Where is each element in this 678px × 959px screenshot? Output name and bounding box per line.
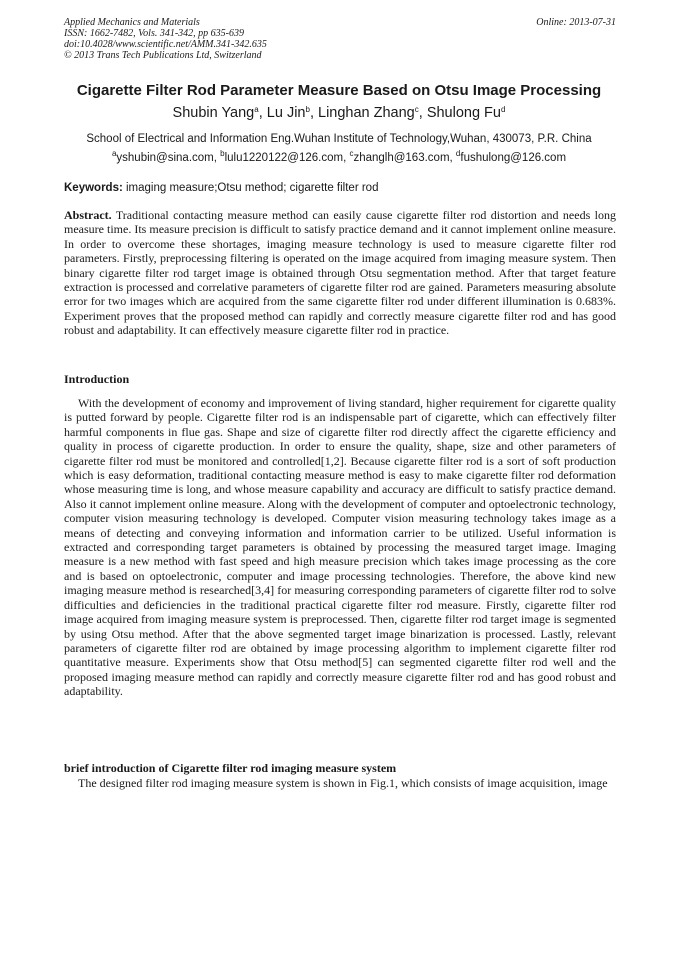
introduction-heading: Introduction xyxy=(64,372,130,386)
email-address: yshubin@sina.com xyxy=(116,152,214,164)
keywords-text: imaging measure;Otsu method; cigarette filter rod xyxy=(126,182,379,194)
author-list: Shubin Yang$^a$, Lu Jin$^b$, Linghan Zhang$^c$, Shulong Fu$^d$ xyxy=(172,105,506,121)
abstract xyxy=(64,208,616,338)
author-name: Shubin Yang xyxy=(172,105,255,121)
author-mark: c xyxy=(414,105,419,114)
paper-title: Cigarette Filter Rod Parameter Measure Based on Otsu Image Processing xyxy=(76,82,602,99)
online-date: Online: 2013-07-31 xyxy=(536,17,616,28)
email-address: zhanglh@163.com xyxy=(353,152,450,164)
author-name: Lu Jin xyxy=(266,105,306,121)
issn-line: ISSN: 1662-7482, Vols. 341-342, pp 635-639 xyxy=(64,28,244,39)
email-mark: c xyxy=(349,149,354,158)
author-mark: a xyxy=(254,105,259,114)
abstract-label: Abstract. xyxy=(64,208,112,222)
author-name: Linghan Zhang xyxy=(318,105,415,121)
abstract-text: Traditional contacting measure method can easily cause cigarette filter rod distortion and needs long measure time. Its measure precision is difficult to satisfy practice demand and it cannot implement online measure. In order to overcome these shortages, imaging measure technology is used to measure cigarette filter rod parameters. Firstly, preprocessing filtering is operated on the image acquired from imaging measure system. Then binary cigarette filter rod target image is obtained through Otsu segmentation method. After that target feature extraction is processed and correlative parameters of cigarette filter rod are gained. Parameters measuring absolute error for two images which are acquired from the same cigarette filter rod under different illumination is 0.683%. Experiment proves that the proposed method can rapidly and correctly measure cigarette filter rod and has good robust and adaptability. It can effectively measure cigarette filter rod in practice. xyxy=(64,208,616,338)
email-list: $^a$yshubin@sina.com, $^b$lulu1220122@126.com, $^c$zhanglh@163.com, $^d$fushulong@126.com xyxy=(111,149,567,164)
author-mark: b xyxy=(305,105,310,114)
email-mark: b xyxy=(220,149,225,158)
keywords-label: Keywords: xyxy=(64,182,123,194)
section-heading: brief introduction of Cigarette filter rod imaging measure system xyxy=(64,761,397,775)
journal-name: Applied Mechanics and Materials xyxy=(64,17,200,28)
email-address: fushulong@126.com xyxy=(460,152,567,164)
section-text: The designed filter rod imaging measure system is shown in Fig.1, which consists of image acquisition, image xyxy=(78,776,608,790)
email-mark: d xyxy=(455,149,461,158)
email-mark: a xyxy=(111,149,117,158)
keywords xyxy=(64,180,616,196)
journal-header xyxy=(64,17,616,61)
email-address: lulu1220122@126.com xyxy=(224,152,344,164)
copyright-line: © 2013 Trans Tech Publications Ltd, Switzerland xyxy=(64,50,262,61)
author-mark: d xyxy=(500,105,506,114)
author-name: Shulong Fu xyxy=(426,105,501,121)
introduction-text: With the development of economy and improvement of living standard, higher requirement for cigarette quality is putted forward by people. Cigarette filter rod is an indispensable part of cigarette, which can effectively filter harmful components in flue gas. Shape and size of cigarette filter rod directly affect the cigarette efficiency and quality in process of cigarette production. In order to ensure the quality, shape, size and other parameters of cigarette filter rod must be monitored and controlled[1,2]. Because cigarette filter rod is a sort of soft production which is easy deformation, traditional contacting measure method is easy to make cigarette filter rod deformation whose measuring time is long, and whose measure capability and accuracy are difficult to satisfy practice demand. Also it cannot implement online measure. Along with the development of computer and optoelectronic technology, computer vision measuring technology is developed. Computer vision measuring technology takes image as a means of detecting and conveying information and information carrier to be utilized. Useful information is extracted and corresponding target parameters is obtained by processing the measured target image. Imaging measure is a new method with fast speed and high measure precision which takes image processing as the core and is based on optoelectronic, computer and image processing technologies. Therefore, the above kind new imaging measure method is researched[3,4] for measuring corresponding parameters of cigarette filter rod to solve difficulties and deficiencies in the traditional practical cigarette filter rod measure. Firstly, cigarette filter rod image acquired from imaging measure system is preprocessed. Then, cigarette filter rod target image is segmented by using Otsu method. After that the above segmented target image binarization is processed. Lastly, relevant parameters of cigarette filter rod are obtained by image processing algorithm to implement cigarette filter rod quantitative measure. Experiments show that Otsu method[5] can segmented cigarette filter rod well and the proposed imaging measure method can rapidly and correctly measure cigarette filter rod and has good robust and adaptability. xyxy=(64,396,616,699)
affiliation: School of Electrical and Information Eng.Wuhan Institute of Technology,Wuhan, 430073, P.R. China xyxy=(86,133,592,145)
doi-line: doi:10.4028/www.scientific.net/AMM.341-342.635 xyxy=(64,39,267,50)
